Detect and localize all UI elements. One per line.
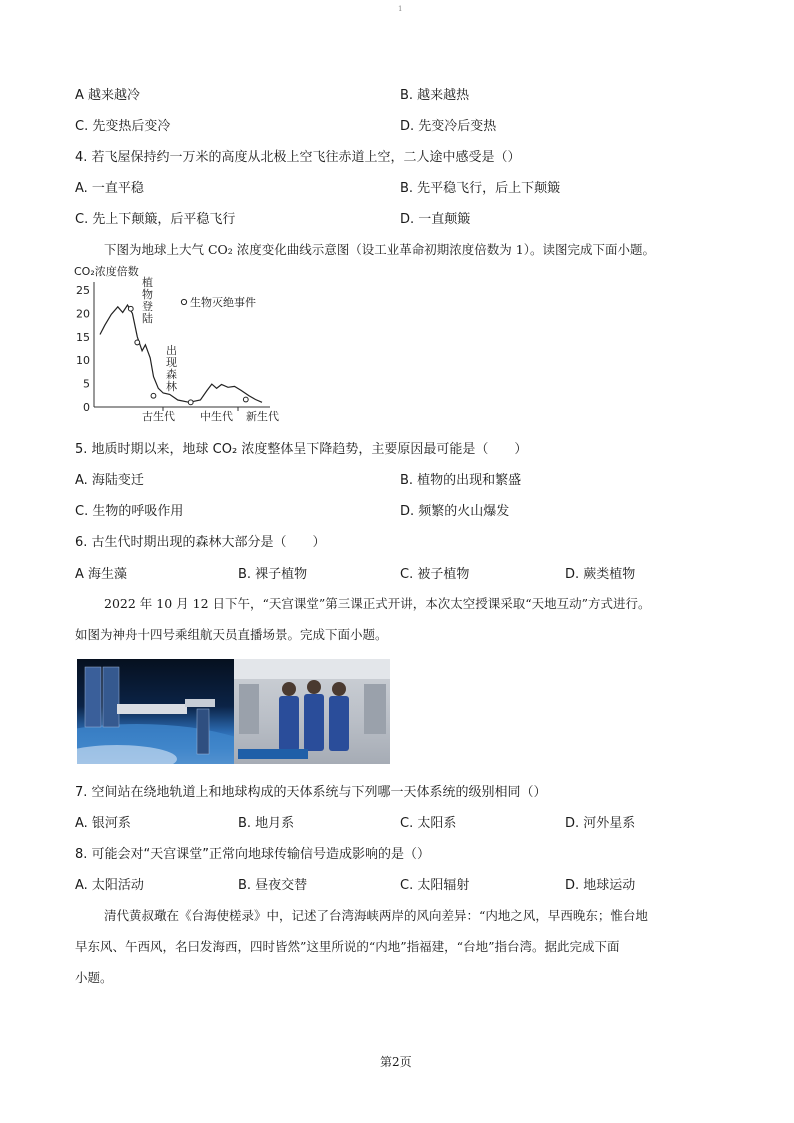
q8-option-d: D. 地球运动: [565, 878, 636, 893]
q5-option-d: D. 频繁的火山爆发: [400, 504, 510, 519]
era-label-cenozoic: 新生代: [246, 410, 279, 423]
qing-intro-line3: 小题。: [75, 970, 113, 985]
q8-option-c: C. 太阳辐射: [400, 878, 470, 893]
annotation-char: 森: [166, 368, 177, 381]
extinction-event-point: [128, 306, 133, 311]
extinction-event-point: [188, 400, 193, 405]
q8-option-b: B. 昼夜交替: [238, 878, 308, 893]
q4-option-c: C. 先上下颠簸，后平稳飞行: [75, 212, 236, 227]
annotation-char: 现: [166, 356, 177, 369]
astronaut-head: [282, 682, 296, 696]
era-label-mesozoic: 中生代: [200, 410, 233, 423]
q7-stem: 7. 空间站在绕地轨道上和地球构成的天体系统与下列哪一天体系统的级别相同（）: [75, 785, 547, 800]
legend-marker-icon: [181, 299, 186, 304]
legend-label: 生物灭绝事件: [190, 296, 256, 309]
space-intro-line2: 如图为神舟十四号乘组航天员直播场景。完成下面小题。: [75, 627, 388, 642]
astronaut-live-photo: [234, 659, 390, 764]
co2-intro: 下图为地球上大气 CO₂ 浓度变化曲线示意图（设工业革命初期浓度倍数为 1）。读图完成下面小题。: [104, 242, 655, 257]
broadcast-caption-bar: [238, 749, 308, 759]
astronaut-body: [279, 696, 299, 751]
q8-option-a: A. 太阳活动: [75, 878, 144, 893]
station-module-2: [185, 699, 215, 707]
extinction-event-point: [135, 340, 140, 345]
solar-panel-right: [197, 709, 209, 754]
annotation-char: 物: [142, 288, 153, 301]
q4-stem: 4. 若飞屋保持约一万米的高度从北极上空飞往赤道上空，二人途中感受是（）: [75, 150, 521, 165]
chart-series-line: [100, 305, 262, 402]
q5-option-c: C. 生物的呼吸作用: [75, 504, 184, 519]
q6-option-a: A 海生藻: [75, 567, 128, 582]
q4-option-a: A. 一直平稳: [75, 181, 144, 196]
space-intro-line1: 2022 年 10 月 12 日下午，“天宫课堂”第三课正式开讲，本次太空授课采取“天地互动”方式进行。: [104, 596, 651, 611]
y-tick-label: 10: [76, 354, 90, 368]
q6-option-b: B. 裸子植物: [238, 567, 308, 582]
q5-stem: 5. 地质时期以来，地球 CO₂ 浓度整体呈下降趋势，主要原因最可能是（ ）: [75, 442, 528, 457]
annotation-plant-landing: [142, 275, 153, 325]
space-station-illustration: [77, 659, 234, 764]
chart-ylabel: CO₂浓度倍数: [74, 265, 139, 278]
astronauts-illustration: [234, 659, 390, 764]
astronaut-head: [307, 680, 321, 694]
y-tick-label: 15: [76, 330, 90, 344]
station-module: [117, 704, 187, 714]
annotation-char: 登: [142, 300, 153, 313]
qing-intro-line2: 早东风、午西风，名曰发海西，四时皆然”这里所说的“内地”指福建，“台地”指台湾。据此完成下面: [75, 939, 620, 954]
extinction-event-point: [243, 397, 248, 402]
y-tick-label: 0: [83, 401, 90, 414]
annotation-char: 出: [166, 344, 177, 357]
astronaut-body: [329, 696, 349, 751]
q7-option-b: B. 地月系: [238, 816, 295, 831]
co2-chart: [70, 262, 290, 427]
q6-option-d: D. 蕨类植物: [565, 567, 636, 582]
extinction-event-point: [151, 393, 156, 398]
page-number: 第2页: [380, 1055, 412, 1069]
cabin-wall-panel: [364, 684, 386, 734]
header-mark: 1: [398, 5, 403, 13]
q5-option-a: A. 海陆变迁: [75, 473, 144, 488]
cabin-ceiling: [234, 659, 390, 679]
annotation-char: 陆: [142, 312, 153, 325]
q5-option-b: B. 植物的出现和繁盛: [400, 473, 522, 488]
astronaut-body: [304, 694, 324, 751]
astronaut-head: [332, 682, 346, 696]
solar-panel-left-2: [103, 667, 119, 727]
q8-stem: 8. 可能会对“天宫课堂”正常向地球传输信号造成影响的是（）: [75, 847, 431, 862]
qing-intro-line1: 清代黄叔璥在《台海使槎录》中，记述了台湾海峡两岸的风向差异：“内地之风，早西晚东；惟台地: [104, 908, 648, 923]
y-tick-label: 5: [83, 377, 90, 391]
q3-option-b: B. 越来越热: [400, 88, 470, 103]
q4-option-d: D. 一直颠簸: [400, 212, 471, 227]
y-tick-label: 20: [76, 307, 90, 321]
annotation-char: 林: [166, 380, 177, 393]
annotation-char: 植: [142, 276, 153, 289]
era-label-paleozoic: 古生代: [142, 410, 175, 423]
q3-option-d: D. 先变冷后变热: [400, 119, 497, 134]
chart-y-ticks: [76, 284, 90, 414]
q7-option-a: A. 银河系: [75, 816, 131, 831]
cabin-wall-panel: [239, 684, 259, 734]
q3-option-a: A 越来越冷: [75, 88, 141, 103]
q7-option-d: D. 河外星系: [565, 816, 636, 831]
y-tick-label: 25: [76, 284, 90, 297]
q4-option-b: B. 先平稳飞行，后上下颠簸: [400, 181, 561, 196]
q7-option-c: C. 太阳系: [400, 816, 457, 831]
annotation-forest: [166, 343, 177, 393]
q6-stem: 6. 古生代时期出现的森林大部分是（ ）: [75, 535, 326, 550]
solar-panel-left: [85, 667, 101, 727]
space-station-photo: [77, 659, 234, 764]
q6-option-c: C. 被子植物: [400, 567, 470, 582]
q3-option-c: C. 先变热后变冷: [75, 119, 171, 134]
